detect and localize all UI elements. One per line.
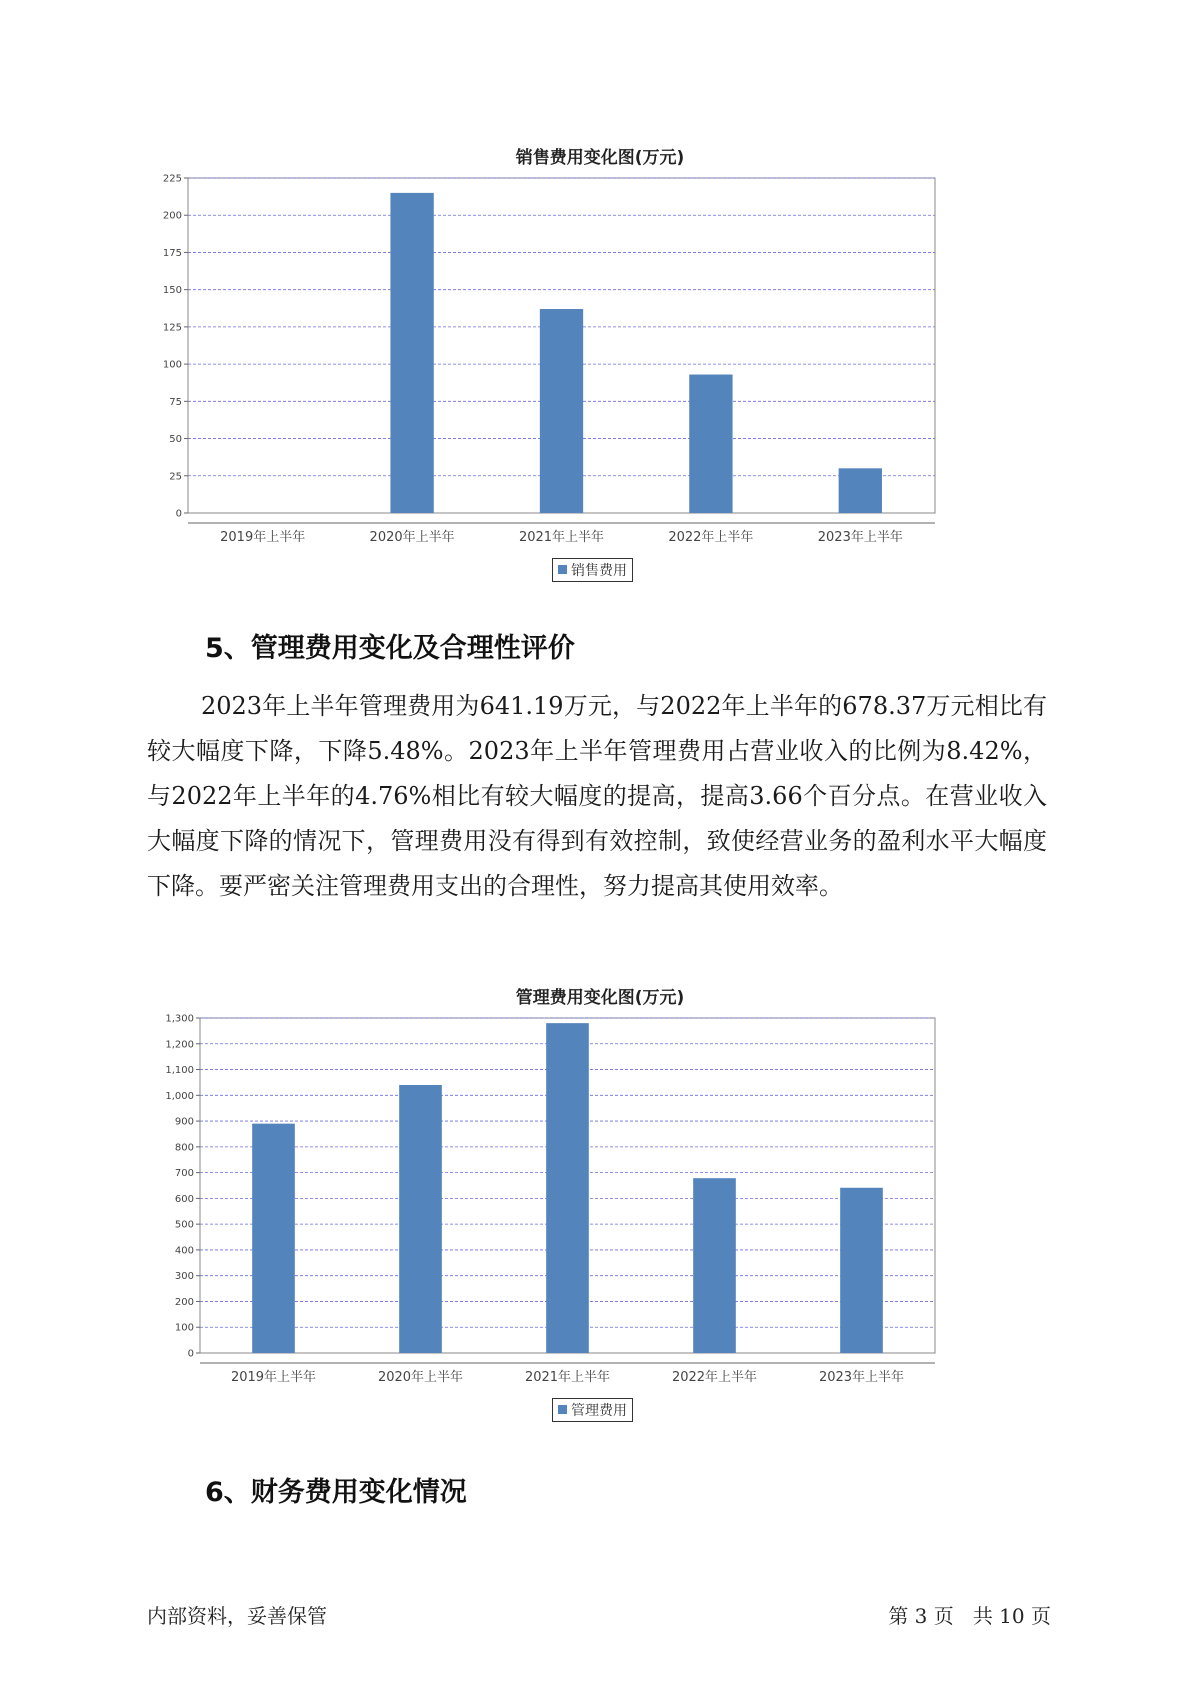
x-category-label: 2021年上半年	[518, 530, 605, 545]
x-category-label: 2021年上半年	[524, 1370, 611, 1385]
x-category-label: 2023年上半年	[818, 1370, 905, 1385]
y-tick-label: 25	[169, 471, 182, 483]
y-tick-label: 400	[174, 1245, 194, 1257]
x-category-label: 2022年上半年	[671, 1370, 758, 1385]
legend-swatch	[558, 1405, 567, 1414]
y-tick-label: 0	[187, 1348, 194, 1360]
x-category-label: 2022年上半年	[668, 530, 754, 545]
chart-plot	[162, 170, 1030, 590]
bar	[399, 1085, 442, 1353]
y-tick-label: 75	[169, 396, 182, 408]
footer-confidential-note: 内部资料，妥善保管	[147, 1604, 327, 1628]
y-tick-label: 0	[175, 508, 182, 520]
footer-page-number: 第 3 页 共 10 页	[888, 1604, 1051, 1628]
bar	[689, 375, 732, 513]
y-tick-label: 300	[174, 1271, 194, 1283]
y-tick-label: 200	[162, 210, 182, 222]
x-category-label: 2020年上半年	[377, 1370, 464, 1385]
y-tick-label: 100	[174, 1322, 194, 1334]
bar	[839, 468, 882, 513]
x-category-label: 2020年上半年	[369, 530, 455, 545]
y-tick-label: 1,000	[165, 1090, 194, 1102]
admin-expense-chart	[165, 980, 1030, 1435]
bar	[840, 1188, 883, 1353]
chart-title: 销售费用变化图(万元)	[515, 148, 685, 168]
bar	[252, 1124, 295, 1353]
y-tick-label: 150	[162, 285, 182, 297]
bar	[390, 193, 433, 513]
bar	[540, 309, 583, 513]
chart-legend	[552, 1398, 633, 1422]
y-tick-label: 225	[162, 173, 182, 185]
y-tick-label: 700	[174, 1168, 194, 1180]
y-tick-label: 175	[162, 247, 182, 259]
section-heading-6: 6、财务费用变化情况	[205, 1477, 467, 1508]
y-tick-label: 800	[174, 1142, 194, 1154]
chart-plot	[165, 1010, 1030, 1430]
bar	[546, 1023, 589, 1353]
y-tick-label: 200	[174, 1296, 194, 1308]
y-tick-label: 1,300	[165, 1013, 194, 1025]
x-category-label: 2023年上半年	[817, 530, 903, 545]
bar	[693, 1178, 736, 1353]
y-tick-label: 600	[174, 1193, 194, 1205]
chart-legend	[552, 558, 633, 582]
y-tick-label: 1,200	[165, 1039, 194, 1051]
chart-title: 管理费用变化图(万元)	[515, 988, 685, 1008]
y-tick-label: 50	[169, 434, 182, 446]
y-tick-label: 500	[174, 1219, 194, 1231]
legend-swatch	[558, 565, 567, 574]
x-category-label: 2019年上半年	[230, 1370, 317, 1385]
x-category-label: 2019年上半年	[220, 530, 306, 545]
legend-label: 销售费用	[571, 563, 627, 579]
y-tick-label: 1,100	[165, 1065, 194, 1077]
sales-expense-chart	[162, 140, 1030, 595]
y-tick-label: 125	[162, 322, 182, 334]
y-tick-label: 900	[174, 1116, 194, 1128]
section-heading-5: 5、管理费用变化及合理性评价	[205, 633, 575, 664]
y-tick-label: 100	[162, 359, 182, 371]
section-paragraph-5: 2023年上半年管理费用为641.19万元，与2022年上半年的678.37万元相比有较大幅度下降，下降5.48%。2023年上半年管理费用占营业收入的比例为8.42%，与2022年上半年的4.76%相比有较大幅度的提高，提高3.66个百分点。在营业收入大幅度下降的情况下，管理费用没有得到有效控制，致使经营业务的盈利水平大幅度下降。要严密关注管理费用支出的合理性，努力提高其使用效率。	[147, 692, 1047, 900]
legend-label: 管理费用	[571, 1403, 627, 1419]
